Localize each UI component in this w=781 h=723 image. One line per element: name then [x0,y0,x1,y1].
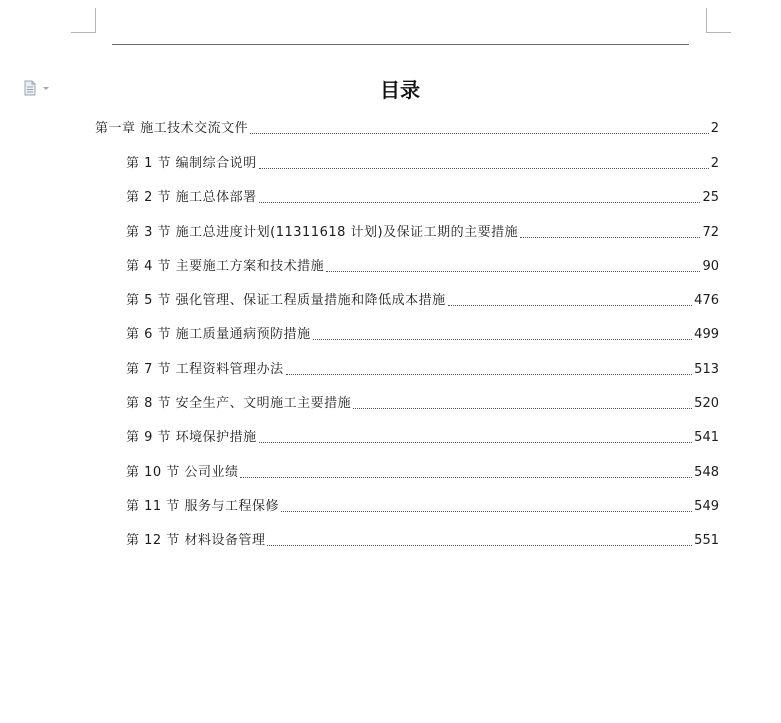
toc-section-entry[interactable] [126,362,719,378]
dot-leader [326,271,700,272]
toc-section-entry[interactable] [126,225,719,241]
toc-section-entry[interactable] [126,327,719,343]
toc-section-entry[interactable] [126,293,719,309]
toc-section-entry[interactable] [126,533,719,549]
dot-leader [286,374,693,375]
toc-entry-page: 551 [694,533,719,548]
toc-entry-page: 25 [702,190,719,205]
toc-entry-page: 513 [694,362,719,377]
toc-entry-page: 549 [694,499,719,514]
toc-entry-label: 第 2 节 施工总体部署 [126,190,257,205]
toc-entry-page: 499 [694,327,719,342]
dot-leader [267,545,692,546]
toc-entry-label: 第 5 节 强化管理、保证工程质量措施和降低成本措施 [126,293,446,308]
dot-leader [250,133,709,134]
toc-entry-page: 541 [694,430,719,445]
toc-entry-page: 548 [694,465,719,480]
toc-entry-label: 第 12 节 材料设备管理 [126,533,266,548]
toc-entry-label: 第 11 节 服务与工程保修 [126,499,279,514]
toc-entry-page: 520 [694,396,719,411]
dot-leader [259,442,693,443]
dot-leader [259,202,701,203]
header-rule [112,44,689,45]
toc-entry-page: 72 [702,225,719,240]
toc-section-entry[interactable] [126,499,719,515]
dot-leader [240,477,692,478]
toc-entry-label: 第 1 节 编制综合说明 [126,156,257,171]
toc-entry-label: 第一章 施工技术交流文件 [95,121,249,136]
toc-entry-label: 第 10 节 公司业绩 [126,465,239,480]
toc-entry-label: 第 9 节 环境保护措施 [126,430,257,445]
toc-entry-label: 第 4 节 主要施工方案和技术措施 [126,259,325,274]
toc-entry-page: 2 [710,121,719,136]
toc-title: 目录 [380,78,420,102]
toc-entry-page: 2 [710,156,719,171]
dot-leader [520,237,700,238]
toc-entry-label: 第 3 节 施工总进度计划(11311618 计划)及保证工期的主要措施 [126,225,519,240]
toc-entry-label: 第 8 节 安全生产、文明施工主要措施 [126,396,352,411]
toc-entry-label: 第 6 节 施工质量通病预防措施 [126,327,311,342]
dot-leader [353,408,692,409]
toc-section-entry[interactable] [126,430,719,446]
toc-entry-label: 第 7 节 工程资料管理办法 [126,362,284,377]
toc-section-entry[interactable] [126,259,719,275]
page-corner-mark-top-left [71,8,96,33]
toc-section-entry[interactable] [126,190,719,206]
dot-leader [281,511,692,512]
toc-entry-page: 476 [694,293,719,308]
dot-leader [259,168,709,169]
toc-section-entry[interactable] [126,465,719,481]
toc-entry-page: 90 [702,259,719,274]
toc-section-entry[interactable] [126,156,719,172]
toc-section-entry[interactable] [126,396,719,412]
dot-leader [448,305,693,306]
page-corner-mark-top-right [706,8,731,33]
dot-leader [313,339,693,340]
toc-chapter-entry[interactable] [95,121,719,137]
